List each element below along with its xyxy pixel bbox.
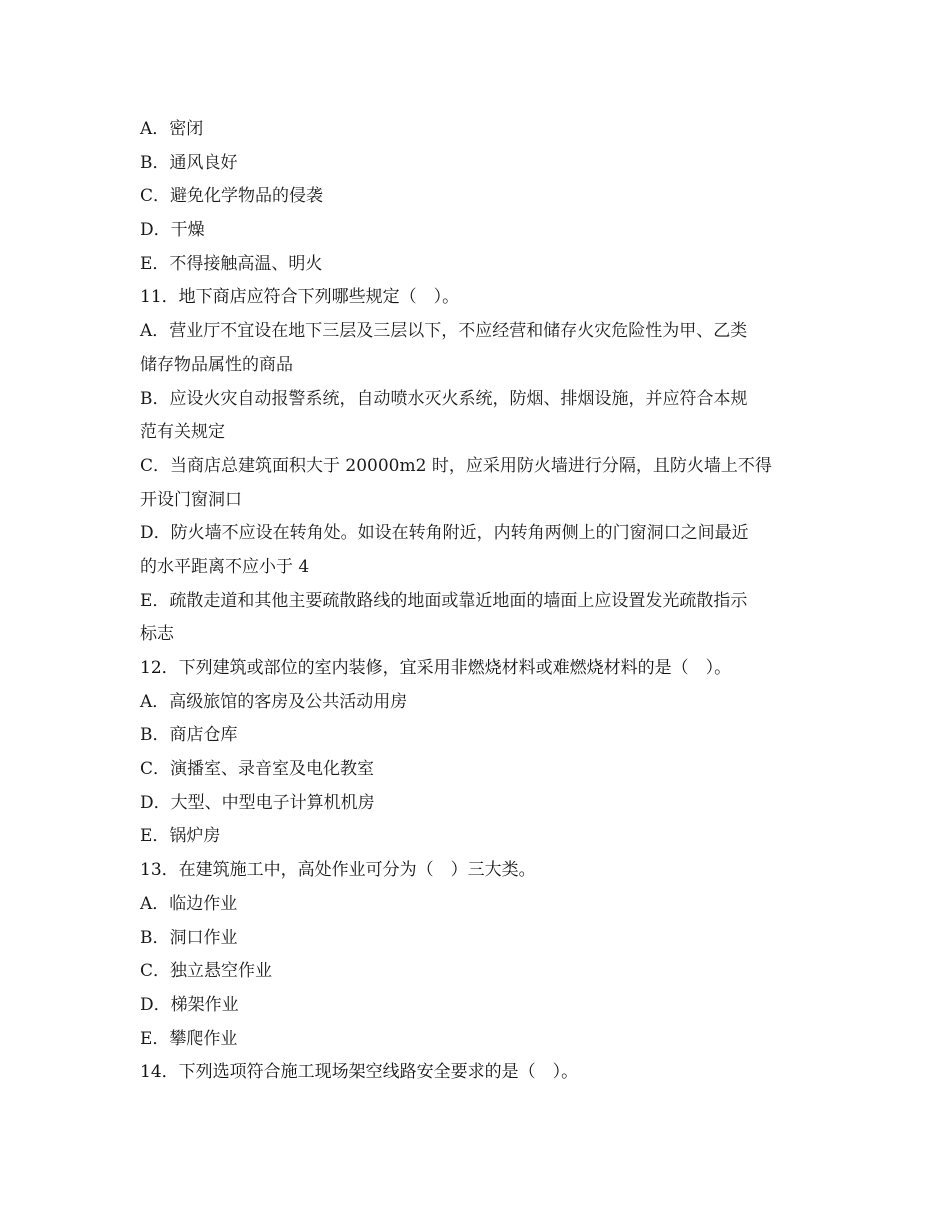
question-14-line: 14．下列选项符合施工现场架空线路安全要求的是（ ）。 <box>140 1062 579 1083</box>
document-body <box>140 113 820 1090</box>
option-line: B．商店仓库 <box>140 725 238 746</box>
option-line: B．洞口作业 <box>140 927 238 948</box>
option-line: A．高级旅馆的客房及公共活动用房 <box>140 691 408 712</box>
option-continuation-line: 标志 <box>140 624 174 645</box>
option-line: C．独立悬空作业 <box>140 961 273 982</box>
option-line: E．疏散走道和其他主要疏散路线的地面或靠近地面的墙面上应设置发光疏散指示 <box>140 590 748 611</box>
option-line: A．临边作业 <box>140 893 238 914</box>
option-continuation-line: 的水平距离不应小于 4 <box>140 556 310 577</box>
question-12-line: 12．下列建筑或部位的室内装修，宜采用非燃烧材料或难燃烧材料的是（ ）。 <box>140 658 732 678</box>
option-line: D．大型、中型电子计算机机房 <box>140 792 375 813</box>
option-line: D．梯架作业 <box>140 994 239 1015</box>
option-line: B．应设火灾自动报警系统，自动喷水灭火系统，防烟、排烟设施，并应符合本规 <box>140 388 748 409</box>
option-line: A．营业厅不宜设在地下三层及三层以下，不应经营和储存火灾危险性为甲、乙类 <box>140 321 748 342</box>
option-line: C．当商店总建筑面积大于 20000m2 时，应采用防火墙进行分隔，且防火墙上不得 <box>140 455 772 476</box>
option-continuation-line: 储存物品属性的商品 <box>140 354 293 375</box>
option-continuation-line: 开设门窗洞口 <box>140 489 242 510</box>
option-line: D．干燥 <box>140 220 205 241</box>
option-continuation-line: 范有关规定 <box>140 422 225 443</box>
option-line: D．防火墙不应设在转角处。如设在转角附近，内转角两侧上的门窗洞口之间最近 <box>140 523 749 544</box>
option-line: E．锅炉房 <box>140 826 221 847</box>
option-line: E．不得接触高温、明火 <box>140 253 323 274</box>
option-line: C．演播室、录音室及电化教室 <box>140 759 375 780</box>
question-13-line: 13．在建筑施工中，高处作业可分为（ ）三大类。 <box>140 860 536 881</box>
question-11-line: 11．地下商店应符合下列哪些规定（ ）。 <box>140 287 460 308</box>
option-line: E．攀爬作业 <box>140 1028 238 1049</box>
option-line: B．通风良好 <box>140 152 238 173</box>
option-line: A．密闭 <box>140 119 204 139</box>
option-line: C．避免化学物品的侵袭 <box>140 186 324 207</box>
